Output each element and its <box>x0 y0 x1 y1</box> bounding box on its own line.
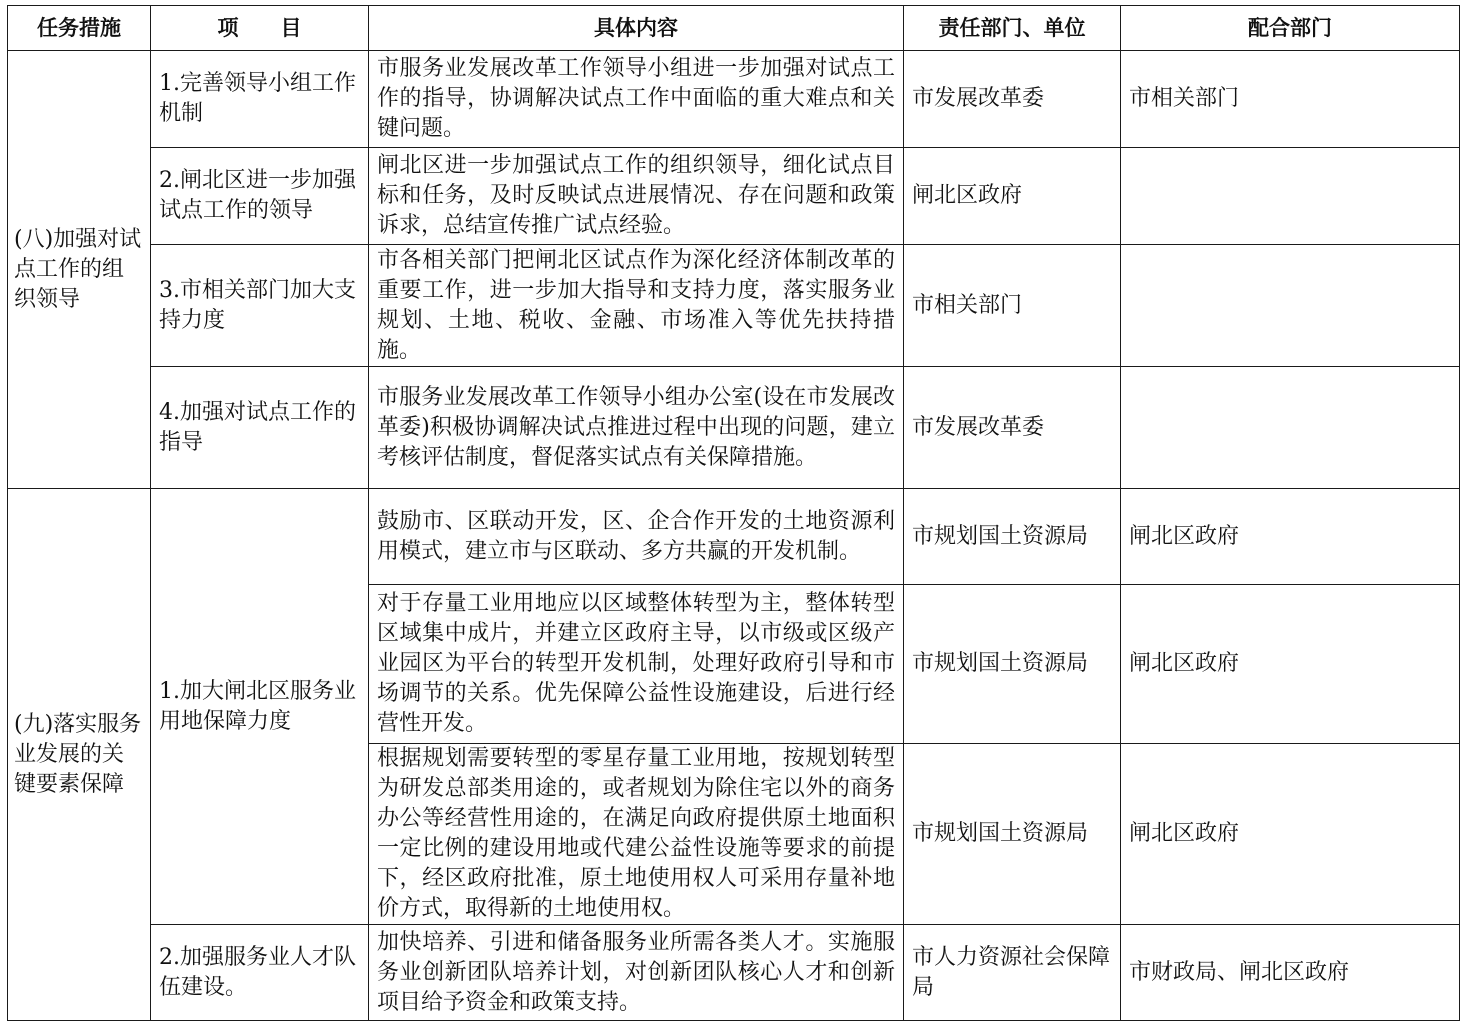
project-cell: 4.加强对试点工作的指导 <box>151 367 369 489</box>
header-project: 项 目 <box>151 6 369 51</box>
content-cell: 闸北区进一步加强试点工作的组织领导，细化试点目标和任务，及时反映试点进展情况、存在问题和政策诉求，总结宣传推广试点经验。 <box>369 148 904 245</box>
project-cell: 3.市相关部门加大支持力度 <box>151 245 369 367</box>
table-row <box>8 489 1460 585</box>
cooperating-cell: 闸北区政府 <box>1121 744 1460 925</box>
content-cell: 市服务业发展改革工作领导小组进一步加强对试点工作的指导，协调解决试点工作中面临的重大难点和关键问题。 <box>369 51 904 148</box>
content-cell: 市各相关部门把闸北区试点作为深化经济体制改革的重要工作，进一步加大指导和支持力度，落实服务业规划、土地、税收、金融、市场准入等优先扶持措施。 <box>369 245 904 367</box>
responsible-cell: 市相关部门 <box>904 245 1121 367</box>
cooperating-cell <box>1121 148 1460 245</box>
responsible-cell: 市规划国土资源局 <box>904 744 1121 925</box>
cooperating-cell <box>1121 245 1460 367</box>
table-row <box>8 367 1460 489</box>
task-measures-table <box>7 5 1460 1021</box>
cooperating-cell: 市相关部门 <box>1121 51 1460 148</box>
header-row <box>8 6 1460 51</box>
responsible-cell: 市规划国土资源局 <box>904 585 1121 744</box>
responsible-cell: 市人力资源社会保障局 <box>904 925 1121 1021</box>
task-measure-cell: (八)加强对试点工作的组织领导 <box>8 51 151 489</box>
cooperating-cell: 闸北区政府 <box>1121 489 1460 585</box>
task-measure-cell: (九)落实服务业发展的关键要素保障 <box>8 489 151 1021</box>
header-cooperating: 配合部门 <box>1121 6 1460 51</box>
cooperating-cell: 市财政局、闸北区政府 <box>1121 925 1460 1021</box>
table-row <box>8 245 1460 367</box>
project-cell: 1.加大闸北区服务业用地保障力度 <box>151 489 369 925</box>
cooperating-cell <box>1121 367 1460 489</box>
content-cell: 市服务业发展改革工作领导小组办公室(设在市发展改革委)积极协调解决试点推进过程中出现的问题，建立考核评估制度，督促落实试点有关保障措施。 <box>369 367 904 489</box>
table-row <box>8 148 1460 245</box>
table-row <box>8 925 1460 1021</box>
responsible-cell: 市发展改革委 <box>904 51 1121 148</box>
table-row <box>8 51 1460 148</box>
header-content: 具体内容 <box>369 6 904 51</box>
project-cell: 1.完善领导小组工作机制 <box>151 51 369 148</box>
content-cell: 对于存量工业用地应以区域整体转型为主，整体转型区域集中成片，并建立区政府主导，以市级或区级产业园区为平台的转型开发机制，处理好政府引导和市场调节的关系。优先保障公益性设施建设，后进行经营性开发。 <box>369 585 904 744</box>
header-task-measure: 任务措施 <box>8 6 151 51</box>
responsible-cell: 闸北区政府 <box>904 148 1121 245</box>
content-cell: 加快培养、引进和储备服务业所需各类人才。实施服务业创新团队培养计划，对创新团队核心人才和创新项目给予资金和政策支持。 <box>369 925 904 1021</box>
project-cell: 2.闸北区进一步加强试点工作的领导 <box>151 148 369 245</box>
cooperating-cell: 闸北区政府 <box>1121 585 1460 744</box>
content-cell: 鼓励市、区联动开发，区、企合作开发的土地资源利用模式，建立市与区联动、多方共赢的开发机制。 <box>369 489 904 585</box>
responsible-cell: 市发展改革委 <box>904 367 1121 489</box>
content-cell: 根据规划需要转型的零星存量工业用地，按规划转型为研发总部类用途的，或者规划为除住宅以外的商务办公等经营性用途的，在满足向政府提供原土地面积一定比例的建设用地或代建公益性设施等要求的前提下，经区政府批准，原土地使用权人可采用存量补地价方式，取得新的土地使用权。 <box>369 744 904 925</box>
responsible-cell: 市规划国土资源局 <box>904 489 1121 585</box>
project-cell: 2.加强服务业人才队伍建设。 <box>151 925 369 1021</box>
header-responsible: 责任部门、单位 <box>904 6 1121 51</box>
